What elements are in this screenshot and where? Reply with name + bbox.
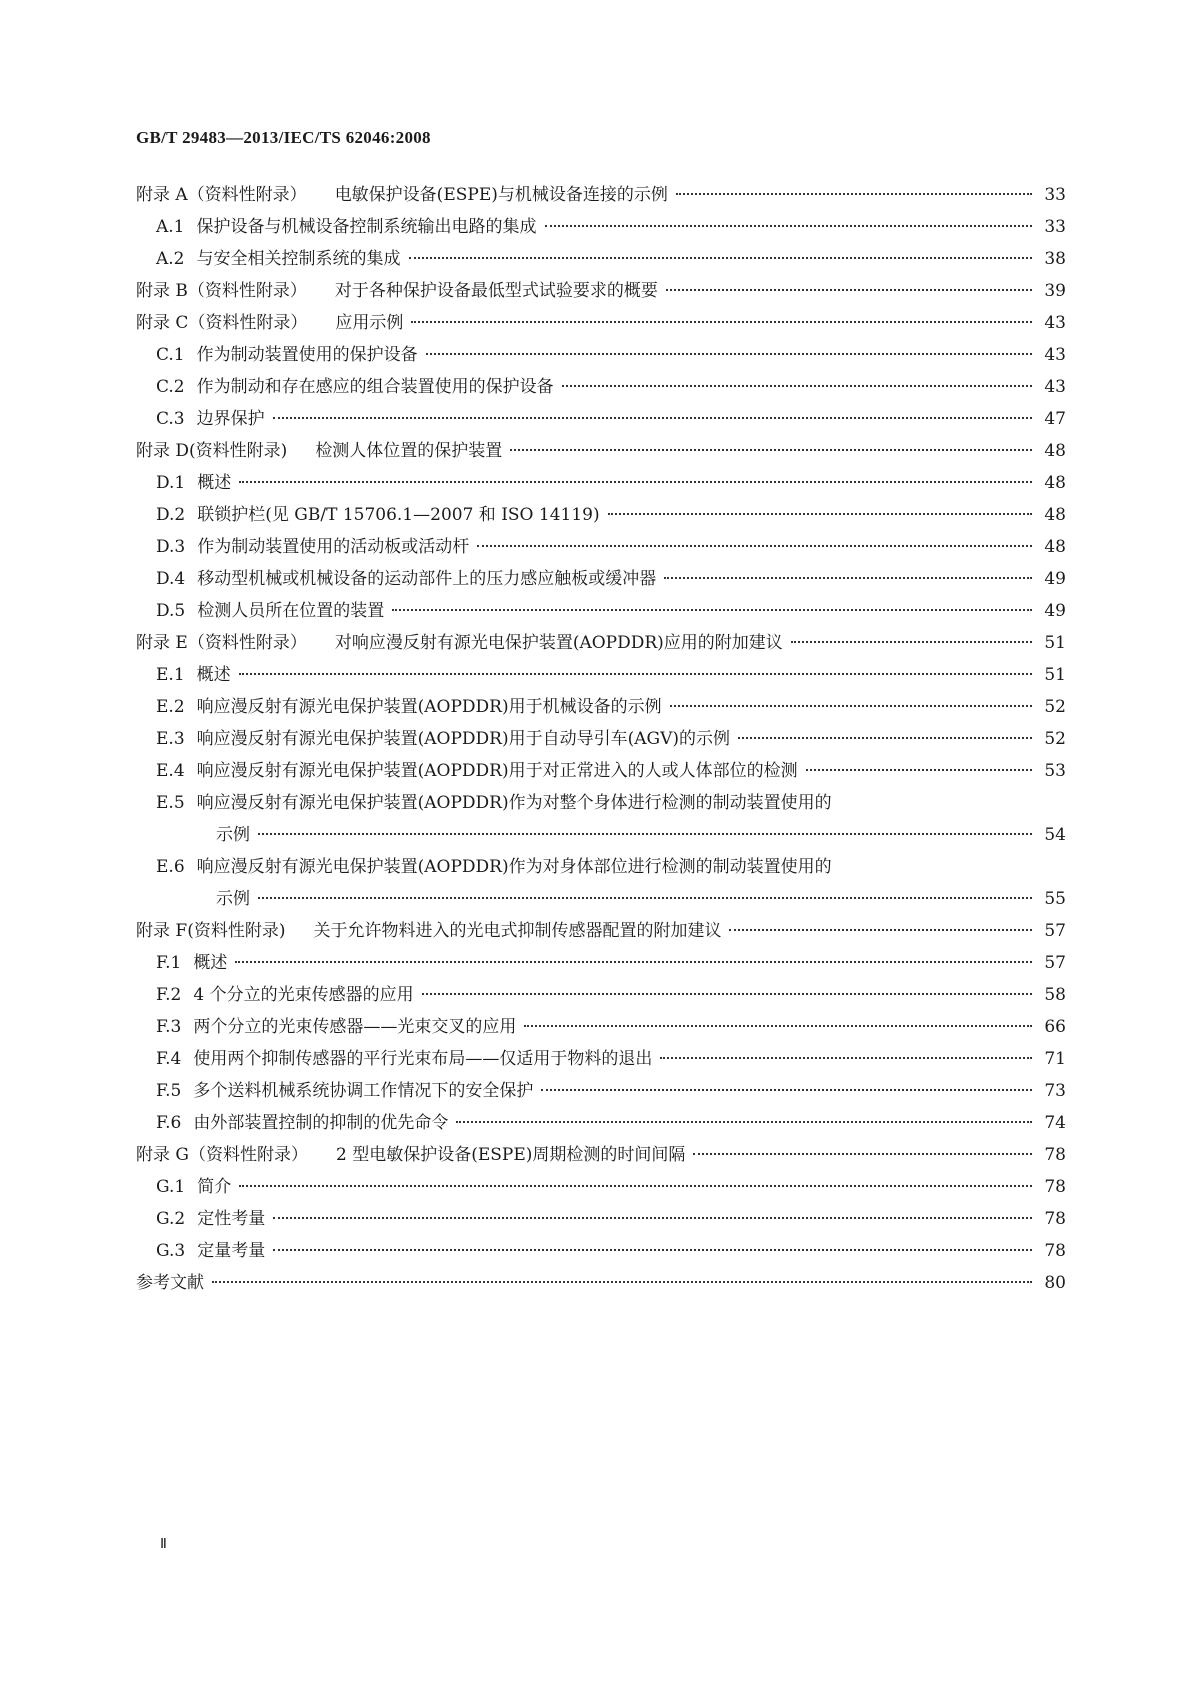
toc-leader-dots — [411, 321, 1032, 323]
toc-leader-dots — [562, 385, 1032, 387]
toc-leader-dots — [212, 1281, 1032, 1283]
toc-title: 对于各种保护设备最低型式试验要求的概要 — [334, 281, 658, 301]
toc-section-number: F.4 — [156, 1049, 182, 1069]
toc-entry[interactable] — [136, 916, 1066, 948]
toc-section-number: G.3 — [156, 1241, 186, 1261]
toc-page-number: 47 — [1044, 409, 1066, 429]
toc-title: 作为制动装置使用的活动板或活动杆 — [197, 537, 470, 557]
toc-entry[interactable] — [136, 468, 1066, 500]
toc-entry[interactable] — [136, 724, 1066, 756]
toc-title-continuation: 示例 — [216, 889, 250, 909]
toc-annex-label: 附录 E（资料性附录） — [136, 633, 307, 653]
toc-page-number: 71 — [1044, 1049, 1066, 1069]
toc-page-number: 80 — [1044, 1273, 1066, 1293]
toc-page-number: 57 — [1044, 921, 1066, 941]
toc-entry[interactable] — [136, 1204, 1066, 1236]
toc-page-number: 48 — [1044, 473, 1066, 493]
toc-section-number: D.5 — [156, 601, 186, 621]
document-header: GB/T 29483—2013/IEC/TS 62046:2008 — [136, 128, 431, 147]
toc-leader-dots — [392, 609, 1032, 611]
toc-page-number: 48 — [1044, 505, 1066, 525]
toc-entry[interactable] — [136, 628, 1066, 660]
toc-title: 概述 — [197, 473, 232, 493]
toc-section-number: D.2 — [156, 505, 186, 525]
toc-leader-dots — [273, 1249, 1032, 1251]
toc-title: 简介 — [197, 1177, 232, 1197]
toc-leader-dots — [660, 1057, 1032, 1059]
toc-title: 对响应漫反射有源光电保护装置(AOPDDR)应用的附加建议 — [334, 633, 783, 653]
toc-page-number: 66 — [1044, 1017, 1066, 1037]
toc-title-continuation: 示例 — [216, 825, 250, 845]
toc-leader-dots — [258, 833, 1032, 835]
toc-section-number: C.2 — [156, 377, 185, 397]
toc-entry[interactable] — [136, 1140, 1066, 1172]
toc-entry[interactable] — [136, 500, 1066, 532]
toc-title: 响应漫反射有源光电保护装置(AOPDDR)作为对整个身体进行检测的制动装置使用的 — [196, 793, 832, 813]
toc-title: 响应漫反射有源光电保护装置(AOPDDR)用于自动导引车(AGV)的示例 — [196, 729, 731, 749]
toc-annex-label: 附录 D(资料性附录) — [136, 441, 288, 461]
toc-title: 响应漫反射有源光电保护装置(AOPDDR)用于机械设备的示例 — [196, 697, 662, 717]
toc-page-number: 52 — [1044, 729, 1066, 749]
toc-section-number: G.1 — [156, 1177, 186, 1197]
toc-section-number: D.3 — [156, 537, 186, 557]
toc-leader-dots — [806, 769, 1032, 771]
toc-page-number: 53 — [1044, 761, 1066, 781]
toc-leader-dots — [738, 737, 1032, 739]
toc-entry[interactable] — [136, 1044, 1066, 1076]
toc-title: 与安全相关控制系统的集成 — [196, 249, 401, 269]
toc-entry[interactable] — [136, 276, 1066, 308]
toc-entry[interactable] — [136, 340, 1066, 372]
toc-leader-dots — [409, 257, 1033, 259]
toc-entry[interactable] — [136, 980, 1066, 1012]
toc-title: 检测人员所在位置的装置 — [197, 601, 385, 621]
toc-entry-continuation[interactable] — [136, 884, 1066, 916]
toc-page-number: 51 — [1044, 665, 1066, 685]
toc-title: 作为制动装置使用的保护设备 — [196, 345, 418, 365]
toc-leader-dots — [422, 993, 1032, 995]
toc-section-number: E.4 — [156, 761, 185, 781]
toc-page-number: 48 — [1044, 441, 1066, 461]
toc-page-number: 55 — [1044, 889, 1066, 909]
toc-leader-dots — [273, 1217, 1032, 1219]
toc-title: 4 个分立的光束传感器的应用 — [193, 985, 414, 1005]
toc-page-number: 78 — [1044, 1241, 1066, 1261]
toc-title: 边界保护 — [196, 409, 265, 429]
toc-title: 响应漫反射有源光电保护装置(AOPDDR)用于对正常进入的人或人体部位的检测 — [196, 761, 798, 781]
toc-section-number: D.1 — [156, 473, 186, 493]
toc-entry[interactable] — [136, 660, 1066, 692]
toc-entry[interactable] — [136, 372, 1066, 404]
toc-entry[interactable] — [136, 212, 1066, 244]
toc-page-number: 73 — [1044, 1081, 1066, 1101]
toc-leader-dots — [676, 193, 1032, 195]
toc-title: 作为制动和存在感应的组合装置使用的保护设备 — [196, 377, 554, 397]
toc-leader-dots — [456, 1121, 1032, 1123]
toc-entry[interactable] — [136, 852, 1066, 884]
toc-title: 使用两个抑制传感器的平行光束布局——仅适用于物料的退出 — [193, 1049, 653, 1069]
toc-title: 检测人体位置的保护装置 — [315, 441, 503, 461]
toc-entry[interactable] — [136, 788, 1066, 820]
toc-leader-dots — [258, 897, 1032, 899]
toc-leader-dots — [510, 449, 1032, 451]
toc-annex-label: 附录 A（资料性附录） — [136, 185, 307, 205]
toc-section-number: F.6 — [156, 1113, 182, 1133]
toc-section-number: C.3 — [156, 409, 185, 429]
toc-entry[interactable] — [136, 404, 1066, 436]
toc-section-number: E.2 — [156, 697, 185, 717]
toc-annex-label: 附录 C（资料性附录） — [136, 313, 308, 333]
toc-entry[interactable] — [136, 532, 1066, 564]
toc-page-number: 39 — [1044, 281, 1066, 301]
toc-annex-label: 附录 G（资料性附录） — [136, 1145, 308, 1165]
toc-section-number: E.6 — [156, 857, 185, 877]
toc-entry[interactable] — [136, 1108, 1066, 1140]
toc-page-number: 38 — [1044, 249, 1066, 269]
toc-title: 参考文献 — [136, 1273, 204, 1293]
toc-entry[interactable] — [136, 1172, 1066, 1204]
toc-title: 联锁护栏(见 GB/T 15706.1—2007 和 ISO 14119) — [197, 505, 600, 525]
toc-page-number: 54 — [1044, 825, 1066, 845]
toc-section-number: A.2 — [156, 249, 185, 269]
toc-title: 多个送料机械系统协调工作情况下的安全保护 — [193, 1081, 534, 1101]
toc-entry[interactable] — [136, 244, 1066, 276]
toc-section-number: E.1 — [156, 665, 185, 685]
toc-leader-dots — [239, 673, 1032, 675]
toc-entry[interactable] — [136, 564, 1066, 596]
toc-page-number: 48 — [1044, 537, 1066, 557]
toc-section-number: D.4 — [156, 569, 186, 589]
toc-leader-dots — [791, 641, 1032, 643]
toc-title: 保护设备与机械设备控制系统输出电路的集成 — [196, 217, 537, 237]
toc-leader-dots — [426, 353, 1032, 355]
toc-title: 响应漫反射有源光电保护装置(AOPDDR)作为对身体部位进行检测的制动装置使用的 — [196, 857, 832, 877]
toc-page-number: 43 — [1044, 377, 1066, 397]
toc-title: 2 型电敏保护设备(ESPE)周期检测的时间间隔 — [335, 1145, 686, 1165]
toc-page-number: 43 — [1044, 345, 1066, 365]
toc-section-number: F.5 — [156, 1081, 182, 1101]
toc-page-number: 43 — [1044, 313, 1066, 333]
toc-page-number: 78 — [1044, 1145, 1066, 1165]
toc-entry[interactable] — [136, 1012, 1066, 1044]
toc-page-number: 51 — [1044, 633, 1066, 653]
toc-leader-dots — [666, 289, 1032, 291]
toc-leader-dots — [235, 961, 1032, 963]
toc-annex-label: 附录 F(资料性附录) — [136, 921, 286, 941]
toc-section-number: G.2 — [156, 1209, 186, 1229]
toc-title: 定量考量 — [197, 1241, 266, 1261]
table-of-contents — [136, 180, 1066, 1300]
toc-title: 移动型机械或机械设备的运动部件上的压力感应触板或缓冲器 — [197, 569, 657, 589]
toc-entry[interactable] — [136, 948, 1066, 980]
toc-entry[interactable] — [136, 180, 1066, 212]
toc-leader-dots — [541, 1089, 1032, 1091]
toc-page-number: 52 — [1044, 697, 1066, 717]
toc-leader-dots — [273, 417, 1032, 419]
toc-page-number: 78 — [1044, 1177, 1066, 1197]
toc-leader-dots — [239, 1185, 1032, 1187]
toc-section-number: E.3 — [156, 729, 185, 749]
toc-page-number: 49 — [1044, 569, 1066, 589]
toc-page-number: 78 — [1044, 1209, 1066, 1229]
toc-entry[interactable] — [136, 596, 1066, 628]
toc-title: 电敏保护设备(ESPE)与机械设备连接的示例 — [334, 185, 668, 205]
toc-title: 概述 — [193, 953, 228, 973]
toc-entry[interactable] — [136, 1268, 1066, 1300]
toc-page-number: 57 — [1044, 953, 1066, 973]
toc-title: 定性考量 — [197, 1209, 266, 1229]
toc-section-number: C.1 — [156, 345, 185, 365]
toc-title: 关于允许物料进入的光电式抑制传感器配置的附加建议 — [313, 921, 722, 941]
toc-entry[interactable] — [136, 692, 1066, 724]
toc-title: 应用示例 — [335, 313, 404, 333]
toc-leader-dots — [477, 545, 1032, 547]
toc-leader-dots — [545, 225, 1033, 227]
toc-section-number: A.1 — [156, 217, 185, 237]
toc-entry[interactable] — [136, 1236, 1066, 1268]
toc-entry[interactable] — [136, 436, 1066, 468]
toc-page-number: 33 — [1044, 217, 1066, 237]
toc-page-number: 49 — [1044, 601, 1066, 621]
toc-annex-label: 附录 B（资料性附录） — [136, 281, 307, 301]
toc-section-number: F.2 — [156, 985, 182, 1005]
toc-entry-continuation[interactable] — [136, 820, 1066, 852]
toc-section-number: F.3 — [156, 1017, 182, 1037]
toc-leader-dots — [670, 705, 1032, 707]
toc-page-number: 58 — [1044, 985, 1066, 1005]
toc-leader-dots — [239, 481, 1032, 483]
toc-leader-dots — [664, 577, 1032, 579]
toc-title: 概述 — [196, 665, 231, 685]
toc-entry[interactable] — [136, 308, 1066, 340]
toc-title: 两个分立的光束传感器——光束交叉的应用 — [193, 1017, 517, 1037]
toc-title: 由外部装置控制的抑制的优先命令 — [193, 1113, 449, 1133]
toc-entry[interactable] — [136, 756, 1066, 788]
toc-leader-dots — [693, 1153, 1032, 1155]
toc-section-number: F.1 — [156, 953, 182, 973]
toc-leader-dots — [729, 929, 1032, 931]
toc-entry[interactable] — [136, 1076, 1066, 1108]
toc-page-number: 33 — [1044, 185, 1066, 205]
toc-section-number: E.5 — [156, 793, 185, 813]
toc-page-number: 74 — [1044, 1113, 1066, 1133]
toc-leader-dots — [608, 513, 1032, 515]
page-number: Ⅱ — [160, 1537, 167, 1552]
toc-leader-dots — [524, 1025, 1032, 1027]
